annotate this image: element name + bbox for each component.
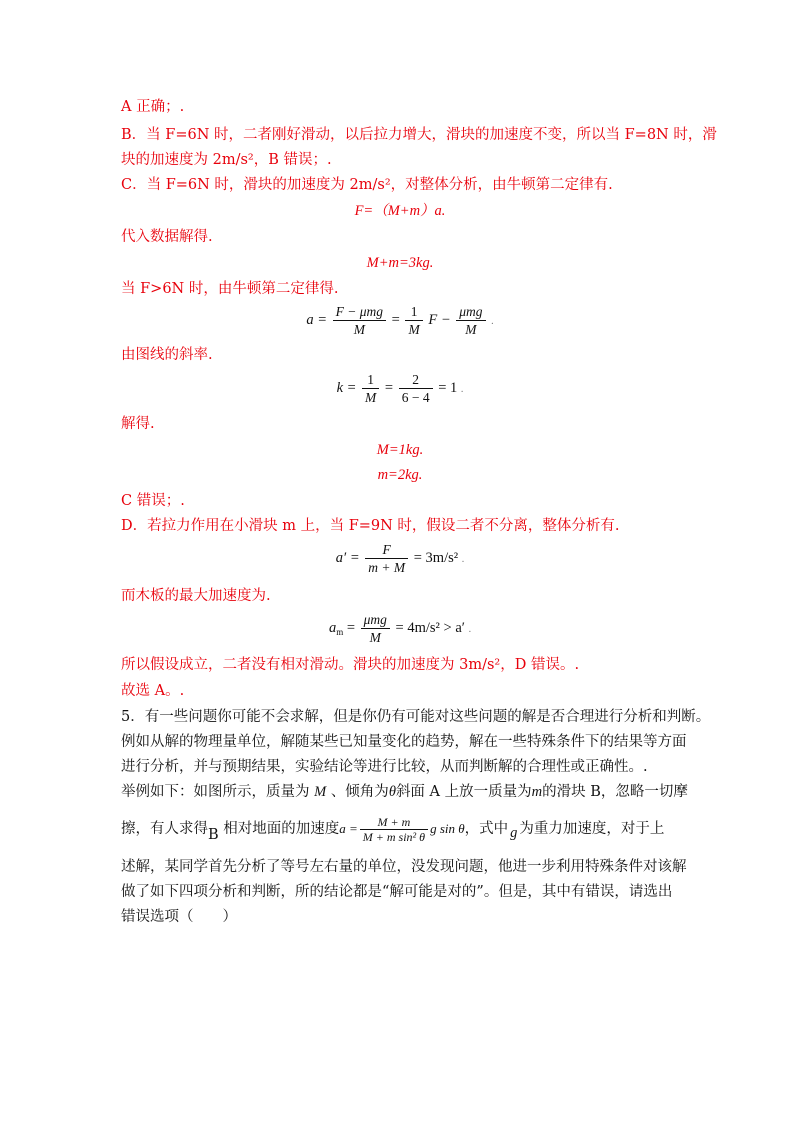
- formula-slope: k = $\frac{1}{M}$ = $\frac{2}{6 - 4}$ = 1 .: [336, 372, 464, 405]
- answer-d-line-1: D．若拉力作用在小滑块 m 上，当 F=9N 时，假设二者不分离，整体分析有.: [121, 518, 620, 534]
- eq-k-num-2: 2: [399, 371, 433, 389]
- symbol-g: g: [510, 825, 518, 841]
- q5-part-c: ，式中: [464, 821, 509, 837]
- answer-d-conclusion: 所以假设成立，二者没有相对滑动。滑块的加速度为 3m/s²，D 错误。.: [121, 657, 580, 673]
- eq-ap-rhs: = 3m/s²: [413, 550, 459, 566]
- question-5-line-3: 进行分析，并与预期结果，实验结论等进行比较，从而判断解的合理性或正确性。.: [121, 759, 648, 775]
- eq-k-frac-1: [362, 371, 379, 406]
- eq-k-num-1: 1: [362, 371, 379, 389]
- eq-k-rhs: = 1: [438, 380, 458, 396]
- answer-c-wrong: C 错误；.: [121, 493, 185, 509]
- eq-am-num: μmg: [361, 611, 390, 629]
- q5-part-a: 擦，有人求得: [121, 821, 208, 837]
- formula-total-mass: M+m=3kg.: [366, 255, 434, 271]
- eq-ap-lhs: a′ =: [335, 550, 360, 566]
- answer-b-line-2: 块的加速度为 2m/s²，B 错误；.: [121, 152, 332, 168]
- answer-a-line: A 正确；.: [121, 99, 185, 115]
- eq-ap-num: F: [365, 541, 408, 559]
- eq-a-den-3: M: [465, 322, 477, 337]
- eq-k-den-1: M: [365, 390, 377, 405]
- question-5-line-4: [121, 782, 688, 802]
- q4-part-a: 举例如下：如图所示，质量为: [121, 784, 310, 800]
- eq-k-frac-2: [399, 371, 433, 406]
- question-5-line-1: 5．有一些问题你可能不会求解，但是你仍有可能对这些问题的解是否合理进行分析和判断。: [121, 709, 711, 725]
- eq-q-num: M + m: [360, 815, 428, 830]
- q4-part-d: 的滑块 B，忽略一切摩: [542, 784, 688, 800]
- solve-line: 解得.: [121, 416, 155, 432]
- eq-am-den: M: [369, 630, 381, 645]
- question-5-line-8: 错误选项（ ）: [121, 909, 237, 925]
- board-max-accel-line: 而木板的最大加速度为.: [121, 588, 271, 604]
- substitute-line: 代入数据解得.: [121, 229, 213, 245]
- eq-a-mid: F −: [428, 312, 451, 328]
- answer-b-line-1: B．当 F=6N 时，二者刚好滑动，以后拉力增大，滑块的加速度不变，所以当 F=8N 时，滑: [121, 127, 717, 143]
- formula-board-mass: M=1kg.: [376, 442, 424, 458]
- eq-am-sub: m: [336, 627, 344, 637]
- formula-a-prime: a′ = $\frac{F}{m + M}$ = 3m/s² .: [335, 542, 465, 575]
- eq-q-lhs: a =: [339, 821, 358, 836]
- eq-q-rhs: g sin θ: [430, 821, 465, 836]
- eq-am-lhs: a: [328, 620, 337, 636]
- eq-k-den-2: 6 − 4: [401, 390, 430, 405]
- eq-a-num-3: μmg: [456, 303, 485, 321]
- eq-q-den: M + m sin² θ: [362, 829, 426, 844]
- formula-acceleration: a = $\frac{\text{F − μmg}}{M}$ = $\frac{1}{M}$ F − $\frac{\text{μmg}}{M}$ .: [306, 304, 494, 337]
- eq-ap-den: m + M: [368, 560, 406, 575]
- q4-part-c: 斜面 A 上放一质量为: [395, 784, 532, 800]
- question-5-line-2: 例如从解的物理量单位，解随某些已知量变化的趋势，解在一些特殊条件下的结果等方面: [121, 734, 687, 750]
- question-5-line-6: 述解，某同学首先分析了等号左右量的单位，没发现问题，他进一步利用特殊条件对该解: [121, 859, 687, 875]
- eq-a-den-1: M: [353, 322, 365, 337]
- formula-f-total: F=（M+m）a.: [354, 203, 446, 219]
- eq-a-frac-3: [456, 303, 485, 338]
- q4-part-b: 、倾角为: [330, 784, 389, 800]
- formula-a-max: $a_m$ = $\frac{\text{μmg}}{M}$ = 4m/s² > a′ .: [328, 612, 472, 645]
- eq-am-frac: [361, 611, 390, 646]
- final-choice: 故选 A。.: [121, 683, 185, 699]
- symbol-M: M: [314, 784, 327, 800]
- slope-line: 由图线的斜率.: [121, 347, 213, 363]
- eq-a-num-1: F − μmg: [333, 303, 386, 321]
- eq-am-rhs: = 4m/s² > a′: [395, 620, 465, 636]
- question-5-line-5: [121, 814, 664, 844]
- answer-c-line-1: C．当 F=6N 时，滑块的加速度为 2m/s²，对整体分析，由牛顿第二定律有.: [121, 177, 613, 193]
- q5-part-b: 相对地面的加速度: [223, 821, 340, 837]
- symbol-theta: θ: [388, 784, 396, 800]
- symbol-B: B: [208, 827, 219, 843]
- eq-a-frac-1: [333, 303, 386, 338]
- formula-block-mass: m=2kg.: [377, 467, 423, 483]
- q5-part-d: 为重力加速度，对于上: [519, 821, 665, 837]
- symbol-m: m: [531, 784, 543, 800]
- eq-a-frac-2: [405, 303, 422, 338]
- newton-law-line: 当 F>6N 时，由牛顿第二定律得.: [121, 281, 339, 297]
- eq-a-lhs: a =: [306, 312, 328, 328]
- eq-q-frac: [360, 815, 428, 844]
- eq-ap-frac: [365, 541, 408, 576]
- question-5-line-7: 做了如下四项分析和判断，所的结论都是“解可能是对的”。但是，其中有错误，请选出: [121, 884, 673, 900]
- eq-a-den-2: M: [408, 322, 420, 337]
- eq-k-lhs: k =: [336, 380, 357, 396]
- eq-a-num-2: 1: [405, 303, 422, 321]
